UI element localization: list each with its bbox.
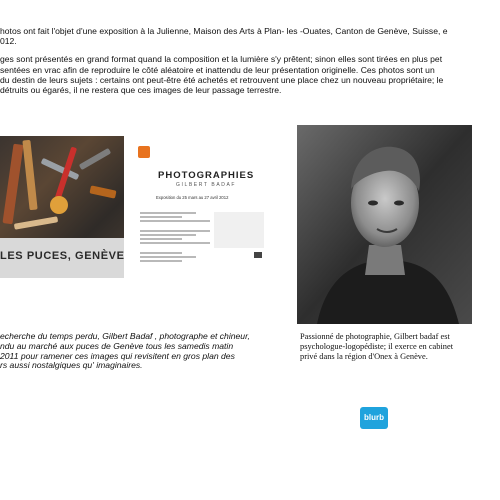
intro-line: 012.: [0, 36, 17, 47]
flyer-author: GILBERT BADAF: [176, 182, 237, 188]
caption-line: echerche du temps perdu, Gilbert Badaf , photographe et chineur,: [0, 332, 250, 341]
flyer-banner: [0, 238, 124, 278]
caption-line: rs aussi nostalgiques qu' imaginaires.: [0, 360, 143, 371]
intro-line: détruits ou égarés, il ne restera que ces images de leur passage terrestre.: [0, 85, 282, 96]
flyer-small-icon: [254, 252, 262, 258]
venue-logo: [138, 146, 150, 158]
caption-line: ndu au marché aux puces de Genève tous les samedis matin: [0, 340, 234, 351]
intro-line: du destin de leurs sujets : certains ont peut-être été achetés et retrouvent une place chez un nouveau propriétaire; le: [0, 74, 444, 85]
blurb-logo-text: blurb: [364, 413, 384, 422]
intro-line: sentées en vrac afin de reproduire le côté aléatoire et inattendu de leur présentation originelle. Ces photos sont un: [0, 64, 435, 75]
tool-shape: [41, 158, 80, 180]
intro-text: [0, 26, 500, 95]
tool-shape: [79, 148, 111, 170]
paragraph-gap: [0, 46, 500, 54]
flyer-map-box: [214, 212, 264, 248]
tool-shape: [89, 185, 116, 198]
tool-shape: [2, 144, 23, 225]
caption-line: psychologue-logopédiste; il exerce en cabinet: [300, 341, 454, 351]
tool-shape: [50, 196, 68, 214]
portrait-caption: [300, 332, 480, 361]
flyer-title: PHOTOGRAPHIES: [158, 170, 255, 181]
caption-line: Passionné de photographie, Gilbert badaf est: [300, 332, 450, 341]
caption-line: 2011 pour ramener ces images qui revisitent en gros plan des: [0, 350, 235, 361]
caption-line: privé dans la région d'Onex à Genève.: [300, 351, 428, 361]
intro-line: hotos ont fait l'objet d'une exposition à la Julienne, Maison des Arts à Plan- les -Ouates, Canton de Genève, Suisse, e: [0, 26, 448, 36]
exhibition-flyer: [0, 136, 270, 278]
intro-line: ges sont présentés en grand format quand la composition et la lumière s'y prêtent; sinon elles sont tirées en plus pet: [0, 54, 443, 65]
tool-shape: [14, 216, 58, 230]
blurb-logo: [360, 407, 388, 429]
flyer-caption: [0, 332, 262, 371]
flyer-info: [128, 136, 270, 278]
flyer-dates: Exposition du 25 mars au 27 avril 2012: [156, 195, 229, 200]
tool-shape: [22, 140, 37, 210]
flyer-banner-text: LES PUCES, GENÈVE: [0, 250, 125, 262]
portrait-photo: [297, 125, 472, 324]
author-portrait: [297, 125, 472, 324]
flyer-small-print: [140, 212, 210, 264]
